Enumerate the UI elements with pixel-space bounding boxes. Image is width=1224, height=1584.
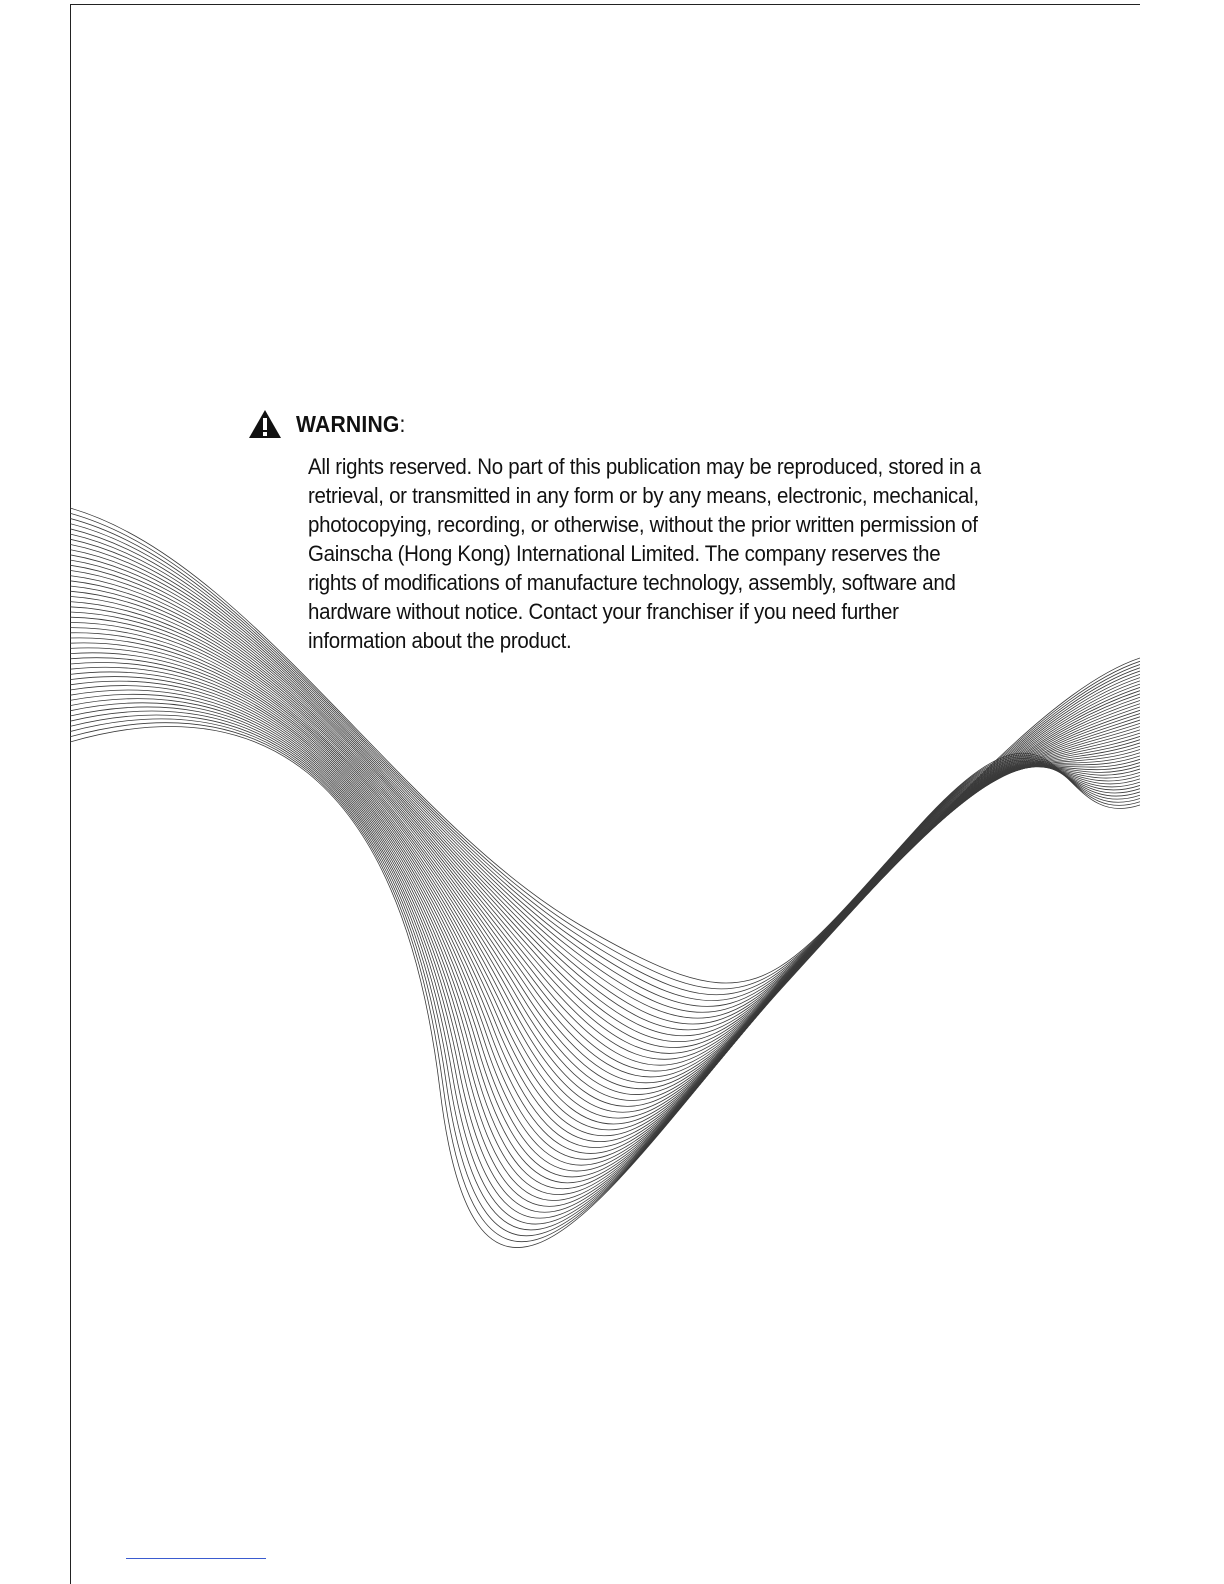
wave-line (70, 633, 1140, 1124)
wave-line (70, 686, 1140, 1189)
warning-line: retrieval, or transmitted in any form or by any means, electronic, mechanical, (308, 483, 979, 508)
warning-line: rights of modifications of manufacture technology, assembly, software and (308, 570, 956, 595)
wave-line (70, 662, 1140, 1159)
warning-paragraph (308, 452, 1068, 655)
warning-block (248, 404, 1048, 655)
wave-line (70, 586, 1140, 1071)
warning-heading (248, 404, 1048, 444)
wave-line (70, 674, 1140, 1218)
wave-line (70, 667, 1140, 1165)
wave-line (70, 672, 1140, 1171)
warning-line: photocopying, recording, or otherwise, without the prior written permission of (308, 512, 978, 537)
wave-line (70, 648, 1140, 1142)
wave-line (70, 612, 1140, 1101)
wave-line (70, 661, 1140, 1241)
warning-triangle-icon (248, 409, 282, 439)
warning-line: hardware without notice. Contact your franchiser if you need further (308, 599, 899, 624)
wave-line (70, 681, 1140, 1207)
wave-line (70, 596, 1140, 1082)
warning-title: WARNING: (296, 410, 406, 437)
wave-line (70, 678, 1140, 1213)
wave-line (70, 665, 1140, 1236)
wave-line (70, 617, 1140, 1106)
decorative-wave-lines (70, 0, 1140, 1584)
wave-line (70, 668, 1140, 1230)
wave-line (70, 653, 1140, 1148)
warning-line: information about the product. (308, 628, 572, 653)
wave-line (70, 628, 1140, 1119)
wave-line (70, 677, 1140, 1177)
wave-line (70, 681, 1140, 1183)
wave-line (70, 687, 1140, 1194)
wave-line (70, 622, 1140, 1112)
warning-line: Gainscha (Hong Kong) International Limited. The company reserves the (308, 541, 941, 566)
footer-rule (126, 1558, 266, 1559)
wave-line (70, 658, 1140, 1248)
warning-line: All rights reserved. No part of this publication may be reproduced, stored in a (308, 454, 981, 479)
